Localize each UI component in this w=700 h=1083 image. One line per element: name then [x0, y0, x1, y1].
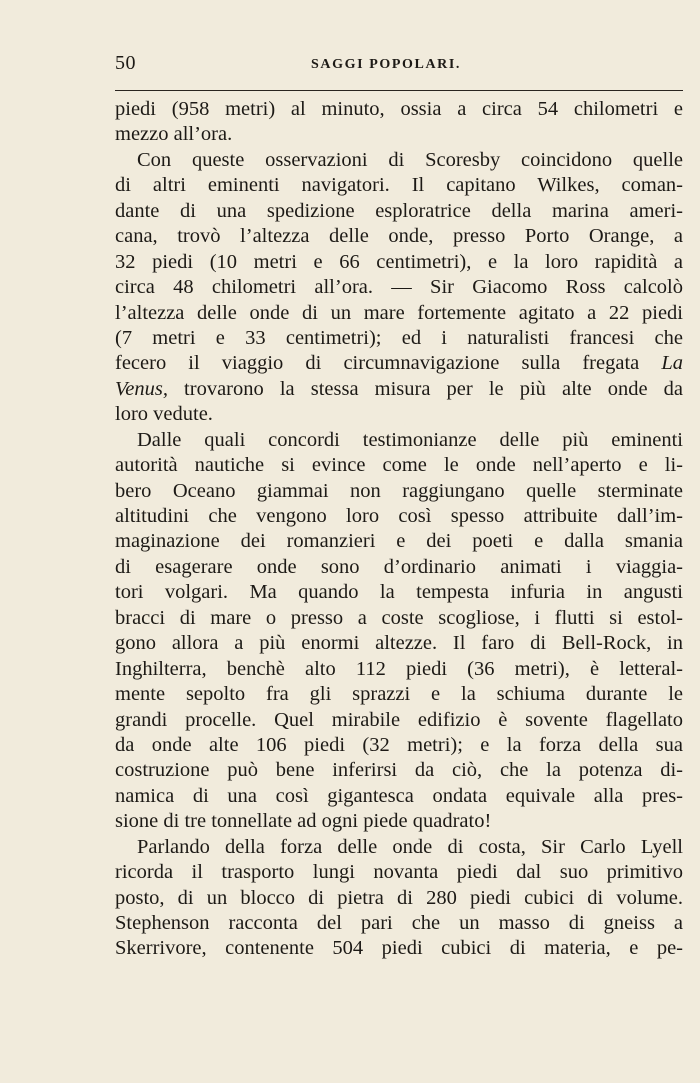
- line-text: cana, trovò l’altezza delle onde, presso Porto Orange, a: [115, 225, 683, 248]
- text-line: [115, 199, 683, 224]
- line-text: circa 48 chilometri all’ora. — Sir Giacomo Ross calcolò: [115, 276, 683, 299]
- header-rule: [115, 90, 683, 91]
- text-line: [115, 555, 683, 580]
- line-text: grandi procelle. Quel mirabile edifizio è sovente flagellato: [115, 708, 683, 731]
- text-line: [115, 860, 683, 885]
- text-line: [115, 758, 683, 783]
- text-line: [115, 97, 683, 122]
- line-text: di esagerare onde sono d’ordinario animati i viaggia-: [115, 555, 683, 578]
- text-line: [115, 250, 683, 275]
- text-line: [115, 453, 683, 478]
- text-line: [115, 428, 683, 453]
- line-text: trovarono la stessa misura per le più alte onde da: [167, 377, 683, 400]
- text-line: [115, 529, 683, 554]
- line-text: da onde alte 106 piedi (32 metri); e la forza della sua: [115, 733, 683, 756]
- line-text: Stephenson racconta del pari che un masso di gneiss a: [115, 912, 683, 934]
- text-line: [115, 784, 683, 809]
- text-line: [115, 809, 683, 834]
- text-line: [115, 301, 683, 326]
- running-title: SAGGI POPOLARI.: [311, 57, 462, 72]
- line-text: Con queste osservazioni di Scoresby coincidono quelle: [137, 148, 683, 171]
- page-header: [115, 52, 683, 78]
- body-text: [115, 97, 683, 962]
- text-line: [115, 606, 683, 631]
- text-line: [115, 504, 683, 529]
- line-text: piedi (958 metri) al minuto, ossia a circa 54 chilometri e: [115, 98, 683, 120]
- line-text: bero Oceano giammai non raggiungano quelle sterminate: [115, 479, 683, 502]
- text-line: [115, 275, 683, 300]
- text-line: [115, 479, 683, 504]
- text-line: [115, 936, 683, 961]
- page-number: 50: [115, 52, 136, 74]
- text-line: [115, 708, 683, 733]
- line-text: Parlando della forza delle onde di costa, Sir Carlo Lyell: [137, 835, 683, 858]
- line-text: mente sepolto fra gli sprazzi e la schiuma durante le: [115, 683, 683, 706]
- text-line: [115, 631, 683, 656]
- line-text: mezzo all’ora.: [115, 123, 233, 146]
- line-text: di altri eminenti navigatori. Il capitano Wilkes, coman-: [115, 174, 683, 197]
- line-text: Dalle quali concordi testimonianze delle più eminenti: [137, 428, 683, 451]
- line-text: namica di una così gigantesca ondata equivale alla pres-: [115, 784, 683, 807]
- line-text: fecero il viaggio di circumnavigazione sulla fregata: [115, 352, 640, 375]
- line-text: gono allora a più enormi altezze. Il faro di Bell-Rock, in: [115, 632, 683, 655]
- text-line: [115, 224, 683, 249]
- line-text: 32 piedi (10 metri e 66 centimetri), e la loro rapidità a: [115, 250, 683, 273]
- line-text: sione di tre tonnellate ad ogni piede quadrato!: [115, 810, 492, 833]
- text-line: [115, 835, 683, 860]
- italic-text: La: [661, 352, 683, 375]
- italic-text: Venus,: [115, 377, 168, 400]
- line-text: loro vedute.: [115, 403, 213, 426]
- line-text: maginazione dei romanzieri e dei poeti e dalla smania: [115, 530, 683, 553]
- text-line: [115, 911, 683, 936]
- line-text: Skerrivore, contenente 504 piedi cubici di materia, e pe-: [115, 937, 683, 960]
- text-line: [115, 122, 683, 147]
- text-line: [115, 326, 683, 351]
- text-line: [115, 351, 683, 376]
- line-text: posto, di un blocco di pietra di 280 piedi cubici di volume.: [115, 886, 683, 909]
- line-text: dante di una spedizione esploratrice della marina ameri-: [115, 199, 683, 222]
- text-line: [115, 580, 683, 605]
- text-line: [115, 173, 683, 198]
- line-text: l’altezza delle onde di un mare fortemente agitato a 22 piedi: [115, 301, 683, 324]
- text-line: [115, 682, 683, 707]
- line-text: (7 metri e 33 centimetri); ed i naturalisti francesi che: [115, 326, 683, 349]
- line-text: autorità nautiche si evince come le onde nell’aperto e li-: [115, 454, 683, 477]
- text-line: [115, 657, 683, 682]
- line-text: ricorda il trasporto lungi novanta piedi dal suo primitivo: [115, 861, 683, 884]
- line-text: altitudini che vengono loro così spesso attribuite dall’im-: [115, 505, 683, 527]
- line-text: tori volgari. Ma quando la tempesta infuria in angusti: [115, 581, 683, 604]
- text-line: [115, 886, 683, 911]
- text-line: [115, 733, 683, 758]
- line-text: costruzione può bene inferirsi da ciò, che la potenza di-: [115, 759, 683, 782]
- text-line: [115, 377, 683, 402]
- line-text: Inghilterra, benchè alto 112 piedi (36 metri), è letteral-: [115, 657, 683, 680]
- text-line: [115, 148, 683, 173]
- text-line: [115, 402, 683, 427]
- line-text: bracci di mare o presso a coste scogliose, i flutti si estol-: [115, 606, 683, 629]
